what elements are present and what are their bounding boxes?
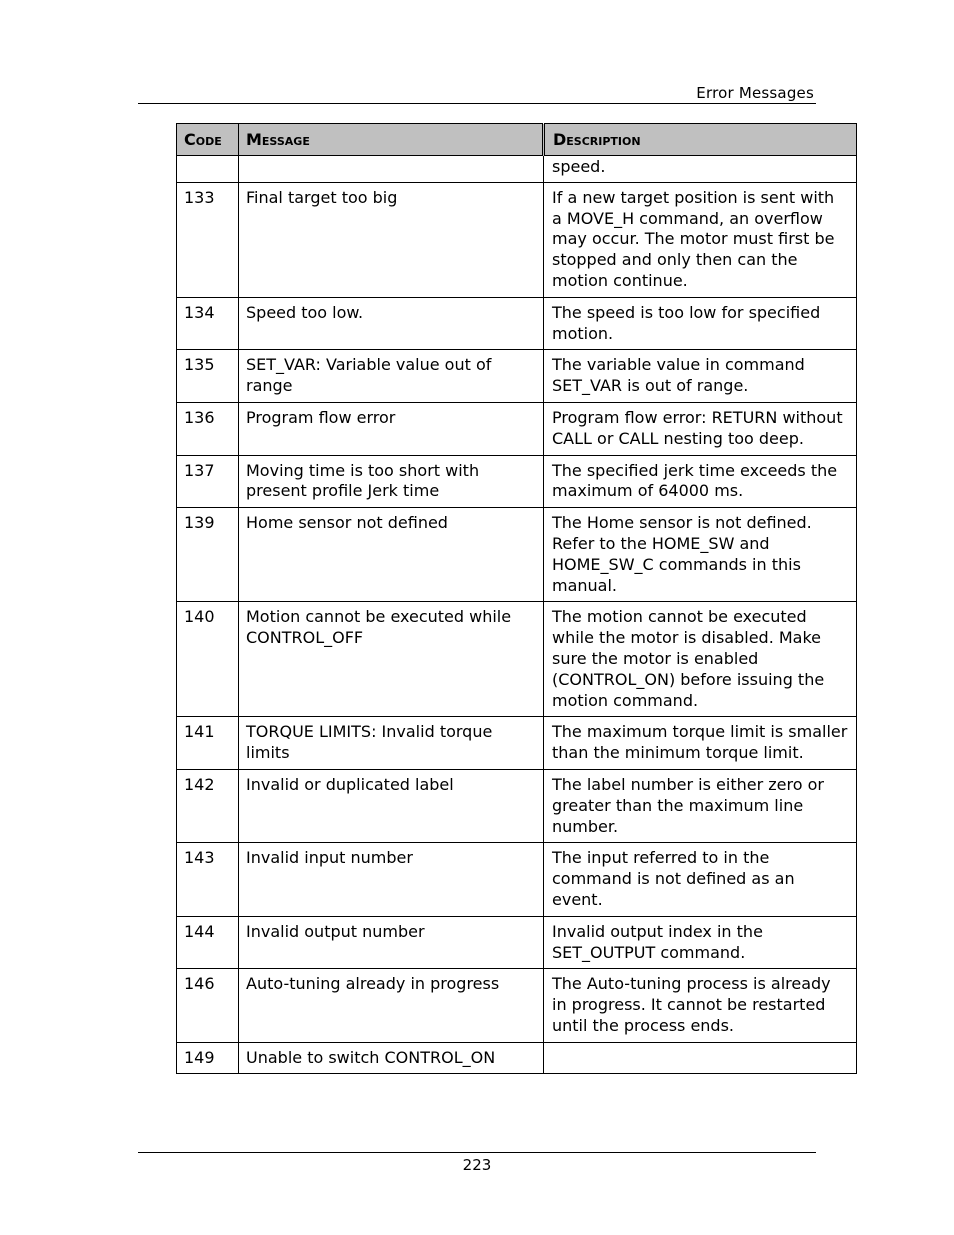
cell-code: 140 [177, 602, 239, 717]
cell-message: Motion cannot be executed while CONTROL_OFF [239, 602, 544, 717]
cell-message: Unable to switch CONTROL_ON [239, 1042, 544, 1074]
footer-rule [138, 1152, 816, 1153]
cell-code: 143 [177, 843, 239, 916]
cell-code: 133 [177, 182, 239, 297]
cell-code: 149 [177, 1042, 239, 1074]
table-row [177, 843, 857, 916]
cell-message: SET_VAR: Variable value out of range [239, 350, 544, 403]
table-row [177, 717, 857, 770]
table-row [177, 297, 857, 350]
cell-code: 142 [177, 769, 239, 842]
table-header-row [177, 124, 857, 156]
cell-message: Final target too big [239, 182, 544, 297]
column-header-message: Message [239, 124, 544, 156]
cell-description: The Auto-tuning process is already in progress. It cannot be restarted until the process ends. [544, 969, 857, 1042]
cell-code: 139 [177, 508, 239, 602]
cell-description: If a new target position is sent with a MOVE_H command, an overflow may occur. The motor must first be stopped and only then can the motion continue. [544, 182, 857, 297]
cell-description: The label number is either zero or greater than the maximum line number. [544, 769, 857, 842]
cell-message: Invalid output number [239, 916, 544, 969]
cell-code: 137 [177, 455, 239, 508]
cell-description: speed. [544, 156, 857, 183]
cell-code: 141 [177, 717, 239, 770]
cell-description: The motion cannot be executed while the motor is disabled. Make sure the motor is enabled (CONTROL_ON) before issuing the motion command. [544, 602, 857, 717]
cell-message: Home sensor not defined [239, 508, 544, 602]
table-row [177, 1042, 857, 1074]
cell-message: Program flow error [239, 402, 544, 455]
table-row [177, 969, 857, 1042]
table-row [177, 182, 857, 297]
table-row [177, 156, 857, 183]
header-rule [138, 103, 816, 104]
table-row [177, 769, 857, 842]
cell-description: The speed is too low for specified motion. [544, 297, 857, 350]
cell-message: Invalid or duplicated label [239, 769, 544, 842]
table-row [177, 602, 857, 717]
cell-message: TORQUE LIMITS: Invalid torque limits [239, 717, 544, 770]
cell-message: Moving time is too short with present profile Jerk time [239, 455, 544, 508]
cell-code: 144 [177, 916, 239, 969]
cell-code [177, 156, 239, 183]
table-row [177, 916, 857, 969]
cell-description: The Home sensor is not defined. Refer to the HOME_SW and HOME_SW_C commands in this manual. [544, 508, 857, 602]
cell-code: 136 [177, 402, 239, 455]
cell-message: Auto-tuning already in progress [239, 969, 544, 1042]
table-row [177, 402, 857, 455]
running-header: Error Messages [696, 84, 814, 102]
table-row [177, 350, 857, 403]
cell-description: Invalid output index in the SET_OUTPUT command. [544, 916, 857, 969]
cell-code: 135 [177, 350, 239, 403]
cell-message: Invalid input number [239, 843, 544, 916]
cell-description: Program flow error: RETURN without CALL or CALL nesting too deep. [544, 402, 857, 455]
cell-description [544, 1042, 857, 1074]
page-number: 223 [462, 1156, 492, 1174]
cell-message: Speed too low. [239, 297, 544, 350]
cell-code: 146 [177, 969, 239, 1042]
column-header-code: Code [177, 124, 239, 156]
error-messages-table [176, 123, 857, 1074]
cell-message [239, 156, 544, 183]
table-row [177, 455, 857, 508]
cell-description: The input referred to in the command is not defined as an event. [544, 843, 857, 916]
column-header-description: Description [544, 124, 857, 156]
cell-description: The specified jerk time exceeds the maximum of 64000 ms. [544, 455, 857, 508]
cell-description: The maximum torque limit is smaller than the minimum torque limit. [544, 717, 857, 770]
table-row [177, 508, 857, 602]
cell-code: 134 [177, 297, 239, 350]
cell-description: The variable value in command SET_VAR is out of range. [544, 350, 857, 403]
